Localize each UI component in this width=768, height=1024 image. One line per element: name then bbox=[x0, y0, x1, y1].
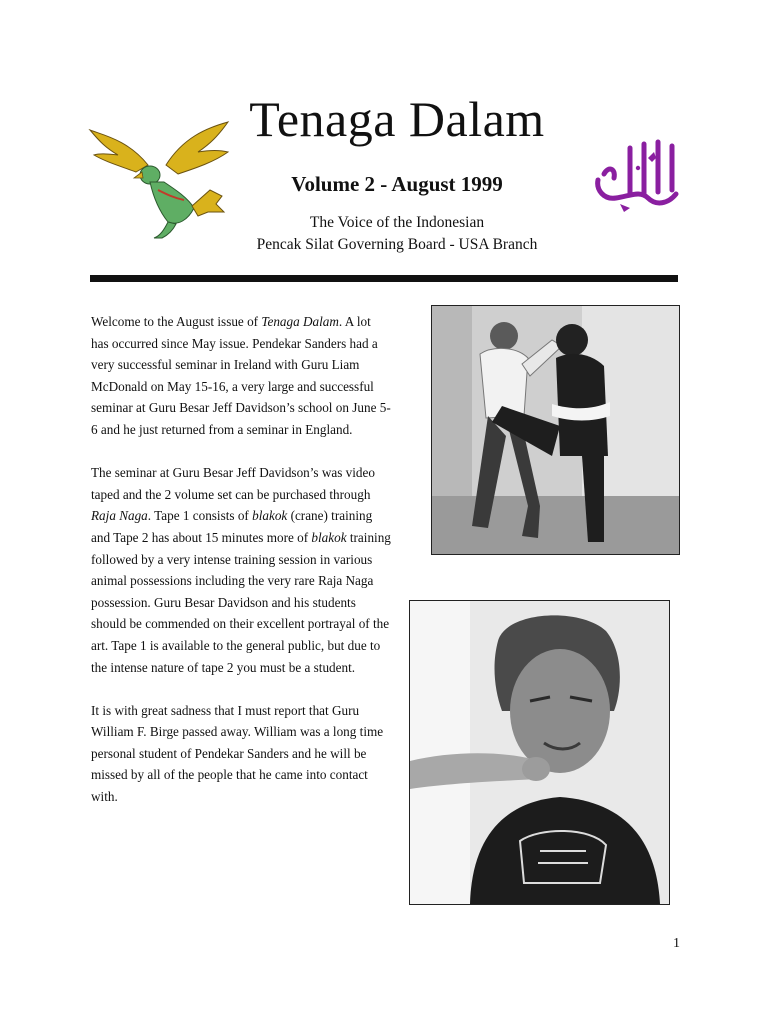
paragraph-seminar: The seminar at Guru Besar Jeff Davidson’s was video taped and the 2 volume set can be purchased through Raja Naga. Tape 1 consists of blakok (crane) training and Tape 2 has about 15 minutes more of blakok training followed by a very intense training session in various animal possessions including the very rare Raja Naga possession. Guru Besar Davidson and his students should be commended on their excellent portrayal of the art. Tape 1 is available to the general public, but due to the intense nature of tape 2 you must be a student. bbox=[91, 465, 391, 675]
header-divider bbox=[90, 275, 678, 282]
page-number: 1 bbox=[673, 936, 680, 951]
portrait-photo bbox=[409, 600, 670, 905]
newsletter-title: Tenaga Dalam bbox=[249, 91, 545, 147]
sparring-photo bbox=[431, 305, 680, 555]
article-body bbox=[91, 311, 391, 829]
volume-date: Volume 2 - August 1999 bbox=[291, 172, 503, 196]
subtitle-line-1: The Voice of the Indonesian bbox=[309, 214, 485, 231]
paragraph-welcome: Welcome to the August issue of Tenaga Dalam. A lot has occurred since May issue. Pendekar Sanders had a very successful seminar in Ireland with Guru Liam McDonald on May 15-16, a very large and successful seminar at Guru Besar Jeff Davidson’s school on June 5-6 and he just returned from a seminar in England. bbox=[91, 314, 391, 437]
subtitle-line-2: Pencak Silat Governing Board - USA Branch bbox=[256, 236, 538, 253]
paragraph-memorial: It is with great sadness that I must report that Guru William F. Birge passed away. William was a long time personal student of Pendekar Sanders and he will be missed by all of the people that he came into contact with. bbox=[91, 702, 384, 805]
